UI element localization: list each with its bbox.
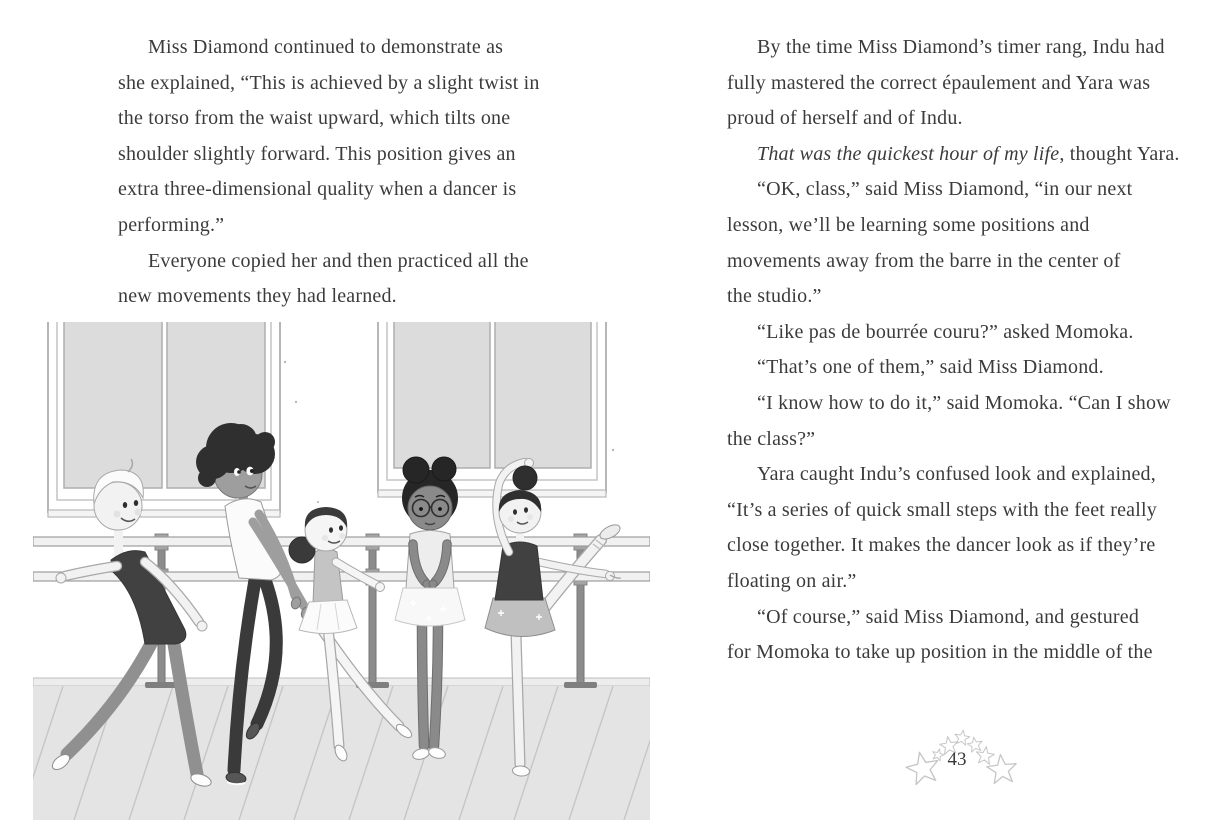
text-line: the class?” — [727, 427, 816, 450]
text-line: fully mastered the correct épaulement and Yara was — [727, 71, 1151, 94]
text-line: performing.” — [118, 213, 225, 236]
dancer-4-tutu — [395, 588, 465, 626]
text-line: “Like pas de bourrée couru?” asked Momoka. — [757, 320, 1134, 343]
studio-illustration — [33, 322, 650, 820]
text-line: Everyone copied her and then practiced all the — [148, 249, 529, 272]
left-page — [118, 30, 618, 315]
text-line: proud of herself and of Indu. — [727, 107, 963, 130]
text-line: “Of course,” said Miss Diamond, and gestured — [757, 605, 1140, 628]
text-line: lesson, we’ll be learning some positions and — [727, 213, 1090, 236]
page-footer — [885, 728, 1035, 788]
text-line: for Momoka to take up position in the middle of the — [727, 641, 1153, 664]
text-line: shoulder slightly forward. This position gives an — [118, 142, 516, 165]
text-line: movements away from the barre in the center of — [727, 249, 1121, 272]
text-line: By the time Miss Diamond’s timer rang, Indu had — [757, 36, 1165, 58]
text-line: “OK, class,” said Miss Diamond, “in our next — [757, 178, 1133, 201]
text-line: That was the quickest hour of my life, thought Yara. — [757, 142, 1180, 165]
barre-post — [369, 541, 376, 686]
text-line: “That’s one of them,” said Miss Diamond. — [757, 356, 1104, 379]
text-line: “It’s a series of quick small steps with the feet really — [727, 498, 1157, 521]
text-line: floating on air.” — [727, 569, 857, 592]
text-line: close together. It makes the dancer look as if they’re — [727, 534, 1156, 557]
text-line: Yara caught Indu’s confused look and explained, — [757, 463, 1156, 486]
text-line: new movements they had learned. — [118, 285, 397, 308]
dancer-5-bun — [513, 466, 537, 490]
text-line: “I know how to do it,” said Momoka. “Can I show — [757, 391, 1171, 414]
dancer-3-skirt — [299, 600, 357, 634]
dancer-5-tutu — [485, 598, 555, 637]
text-line: Miss Diamond continued to demonstrate as — [148, 36, 504, 58]
right-page — [727, 30, 1192, 671]
text-line: extra three-dimensional quality when a dancer is — [118, 178, 517, 201]
text-line: she explained, “This is achieved by a slight twist in — [118, 71, 540, 94]
text-line: the studio.” — [727, 285, 822, 308]
page-number: 43 — [947, 749, 967, 770]
text-line: the torso from the waist upward, which tilts one — [118, 107, 511, 130]
